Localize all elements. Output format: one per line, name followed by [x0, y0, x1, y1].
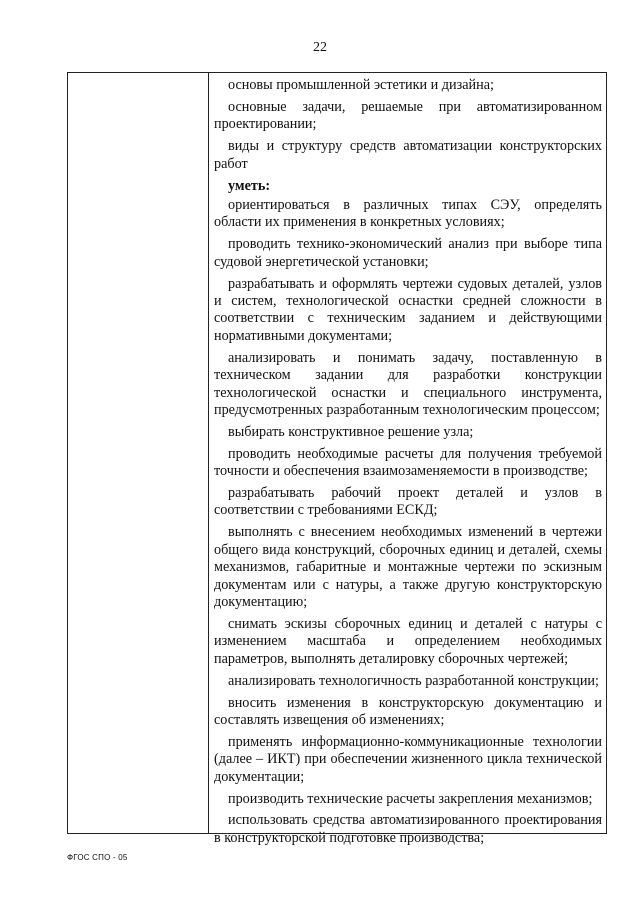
competency-table — [67, 72, 607, 846]
list-item: виды и структуру средств автоматизации конструкторских работ — [214, 138, 602, 172]
list-item: использовать средства автоматизированного проектирования в конструкторской подготовке производства; — [214, 812, 602, 846]
list-item: проводить технико-экономический анализ при выборе типа судовой энергетической установки; — [214, 236, 602, 270]
list-item: снимать эскизы сборочных единиц и деталей с натуры с изменением масштаба и определением необходимых параметров, выполнять деталировку сборочных чертежей; — [214, 615, 602, 667]
list-item: выбирать конструктивное решение узла; — [228, 423, 474, 440]
list-item: ориентироваться в различных типах СЭУ, определять области их применения в конкретных условиях; — [214, 196, 602, 231]
list-item: разрабатывать и оформлять чертежи судовых деталей, узлов и систем, технологической оснастки средней сложности в соответствии с техническим заданием и действующими нормативными документами; — [214, 275, 602, 344]
list-item: проводить необходимые расчеты для получения требуемой точности и обеспечения взаимозаменяемости в производстве; — [214, 445, 602, 480]
list-item: производить технические расчеты закрепления механизмов; — [228, 790, 593, 807]
list-item: вносить изменения в конструкторскую документацию и составлять извещения об изменениях; — [214, 694, 602, 728]
document-footer: ФГОС СПО - 05 — [67, 853, 128, 862]
list-item: разрабатывать рабочий проект деталей и узлов в соответствии с требованиями ЕСКД; — [214, 485, 602, 519]
list-item: основы промышленной эстетики и дизайна; — [228, 77, 494, 93]
section-heading: уметь: — [228, 177, 271, 194]
list-item: анализировать и понимать задачу, поставленную в техническом задании для разработки конструкции технологической оснастки и специального инструмента, предусмотренных разработанным технологическим процессом; — [214, 349, 602, 418]
list-item: основные задачи, решаемые при автоматизированном проектировании; — [214, 98, 602, 133]
list-item: выполнять с внесением необходимых изменений в чертежи общего вида конструкций, сборочных единиц и деталей, схемы механизмов, габаритные и монтажные чертежи по эскизным документам или с натуры, а также другую конструкторскую документацию; — [214, 524, 602, 610]
list-item: применять информационно-коммуникационные технологии (далее – ИКТ) при обеспечении жизненного цикла технической документации; — [214, 733, 602, 785]
right-cell-content — [214, 77, 602, 852]
page-number: 22 — [313, 40, 327, 55]
column-divider — [208, 73, 209, 833]
list-item: анализировать технологичность разработанной конструкции; — [228, 672, 599, 689]
